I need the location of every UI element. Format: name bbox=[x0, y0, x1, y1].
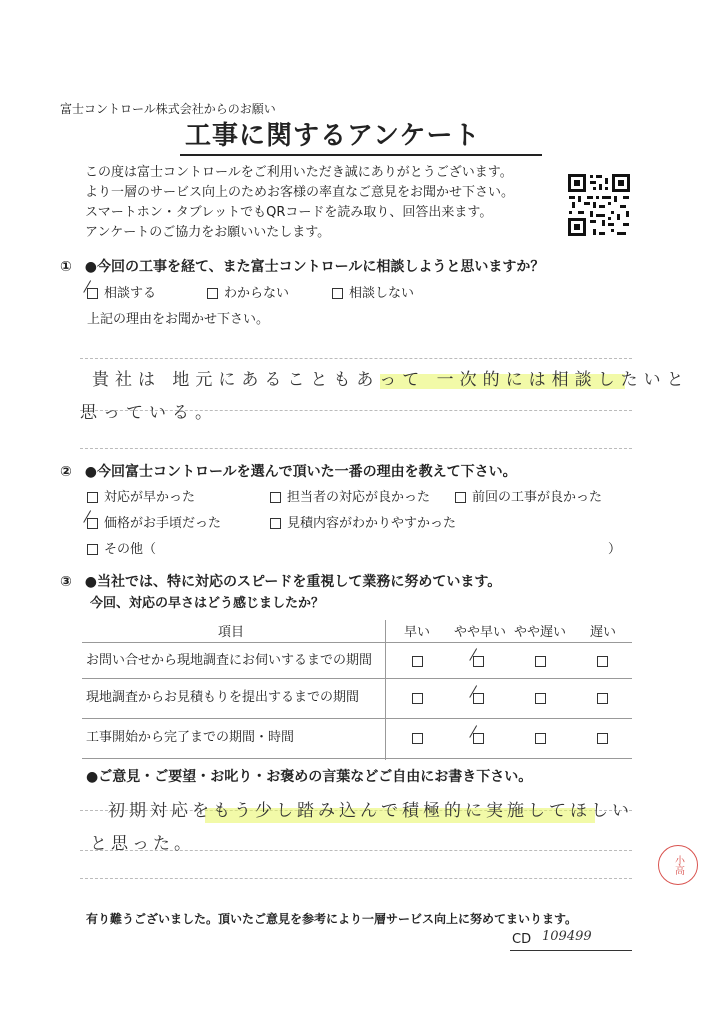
checkbox-icon[interactable] bbox=[87, 544, 98, 555]
checkbox-checked-icon[interactable] bbox=[473, 656, 484, 667]
q2-number: ② bbox=[60, 464, 72, 480]
table-divider bbox=[385, 620, 386, 760]
q3-question: ●当社では、特に対応のスピードを重視して業務に努めています。 bbox=[84, 574, 502, 590]
table-header: やや遅い bbox=[514, 625, 567, 640]
q2-option[interactable] bbox=[270, 490, 430, 506]
q1-option-label: 相談する bbox=[104, 286, 157, 301]
qr-code-icon[interactable] bbox=[566, 172, 632, 238]
checkbox-checked-icon[interactable] bbox=[87, 518, 98, 529]
table-rule bbox=[82, 678, 632, 679]
q2-option-label: 対応が早かった bbox=[104, 490, 196, 505]
q2-heading bbox=[60, 463, 517, 481]
checkbox-checked-icon[interactable] bbox=[87, 288, 98, 299]
checkbox-icon[interactable] bbox=[455, 492, 466, 503]
intro-line: より一層のサービス向上のためお客様の率直なご意見をお聞かせ下さい。 bbox=[85, 185, 515, 200]
q1-handwritten-answer: 貴社は 地元にあることもあって 一次的には相談したいと bbox=[92, 370, 690, 390]
q1-handwritten-answer: 思っている。 bbox=[80, 403, 218, 423]
checkbox-checked-icon[interactable] bbox=[473, 733, 484, 744]
q2-option-label: 価格がお手頃だった bbox=[104, 516, 222, 531]
q1-heading bbox=[60, 258, 544, 276]
q1-option[interactable] bbox=[332, 286, 414, 302]
cd-label: CD bbox=[512, 932, 532, 947]
q1-question: ●今回の工事を経て、また富士コントロールに相談しようと思いますか？ bbox=[84, 259, 545, 275]
q4-handwritten-answer: 初期対応をもう少し踏み込んで積極的に実施してほしい bbox=[108, 801, 633, 821]
q1-option[interactable] bbox=[87, 286, 156, 302]
intro-text bbox=[85, 165, 514, 241]
table-rule bbox=[82, 718, 632, 719]
table-header: 早い bbox=[404, 625, 431, 640]
q1-number: ① bbox=[60, 259, 72, 275]
intro-line: スマートホン・タブレットでもQRコードを読み取り、回答出来ます。 bbox=[85, 205, 493, 220]
checkbox-icon[interactable] bbox=[597, 693, 608, 704]
stamp-text: 小高 bbox=[672, 855, 684, 875]
table-rule bbox=[82, 758, 632, 759]
table-row-item: 工事開始から完了までの期間・時間 bbox=[86, 730, 295, 745]
checkbox-icon[interactable] bbox=[535, 693, 546, 704]
q3-subquestion: 今回、対応の早さはどう感じましたか？ bbox=[90, 596, 325, 611]
footer-thanks: 有り難うございました。頂いたご意見を参考により一層サービス向上に努めてまいります。 bbox=[86, 912, 578, 926]
q2-close-paren: ） bbox=[608, 542, 622, 557]
q3-heading bbox=[60, 573, 501, 591]
q2-option-label: 担当者の対応が良かった bbox=[287, 490, 431, 505]
q4-handwritten-answer: と思った。 bbox=[90, 834, 195, 854]
company-request: 富士コントロール株式会社からのお願い bbox=[60, 102, 276, 116]
page-title: 工事に関するアンケート bbox=[185, 121, 481, 151]
q1-option-label: わからない bbox=[224, 286, 290, 301]
answer-line bbox=[80, 448, 632, 449]
checkbox-icon[interactable] bbox=[535, 733, 546, 744]
table-row-item: お問い合せから現地調査にお伺いするまでの期間 bbox=[86, 653, 373, 668]
q2-option[interactable] bbox=[87, 542, 156, 558]
checkbox-icon[interactable] bbox=[207, 288, 218, 299]
q2-option[interactable] bbox=[87, 516, 221, 532]
cd-field bbox=[510, 930, 632, 951]
checkbox-icon[interactable] bbox=[412, 693, 423, 704]
q2-option-label: その他（ bbox=[104, 542, 157, 557]
q2-question: ●今回富士コントロールを選んで頂いた一番の理由を教えて下さい。 bbox=[84, 464, 517, 480]
q2-option[interactable] bbox=[87, 490, 195, 506]
checkbox-icon[interactable] bbox=[412, 733, 423, 744]
checkbox-icon[interactable] bbox=[270, 492, 281, 503]
intro-line: アンケートのご協力をお願いいたします。 bbox=[85, 225, 331, 240]
intro-line: この度は富士コントロールをご利用いただき誠にありがとうございます。 bbox=[85, 165, 513, 180]
cd-number: 109499 bbox=[542, 929, 592, 944]
q4-question: ●ご意見・ご要望・お叱り・お褒めの言葉などご自由にお書き下さい。 bbox=[86, 769, 533, 785]
personal-seal-stamp bbox=[658, 845, 698, 885]
table-header-item: 項目 bbox=[218, 625, 245, 640]
checkbox-icon[interactable] bbox=[332, 288, 343, 299]
q1-option-label: 相談しない bbox=[349, 286, 415, 301]
q2-option-label: 前回の工事が良かった bbox=[472, 490, 603, 505]
table-header: やや早い bbox=[454, 625, 507, 640]
q1-option[interactable] bbox=[207, 286, 289, 302]
checkbox-icon[interactable] bbox=[270, 518, 281, 529]
q3-number: ③ bbox=[60, 574, 72, 590]
title-underline bbox=[180, 154, 542, 156]
checkbox-icon[interactable] bbox=[87, 492, 98, 503]
answer-line bbox=[80, 358, 632, 359]
checkbox-icon[interactable] bbox=[597, 656, 608, 667]
checkbox-icon[interactable] bbox=[535, 656, 546, 667]
q1-reason-prompt: 上記の理由をお聞かせ下さい。 bbox=[87, 312, 270, 327]
checkbox-icon[interactable] bbox=[597, 733, 608, 744]
answer-line bbox=[80, 878, 632, 879]
table-row-item: 現地調査からお見積もりを提出するまでの期間 bbox=[86, 690, 360, 705]
table-header: 遅い bbox=[590, 625, 617, 640]
q2-option[interactable] bbox=[455, 490, 602, 506]
checkbox-icon[interactable] bbox=[412, 656, 423, 667]
table-rule bbox=[82, 642, 632, 643]
q2-option[interactable] bbox=[270, 516, 456, 532]
checkbox-checked-icon[interactable] bbox=[473, 693, 484, 704]
q2-option-label: 見積内容がわかりやすかった bbox=[287, 516, 457, 531]
